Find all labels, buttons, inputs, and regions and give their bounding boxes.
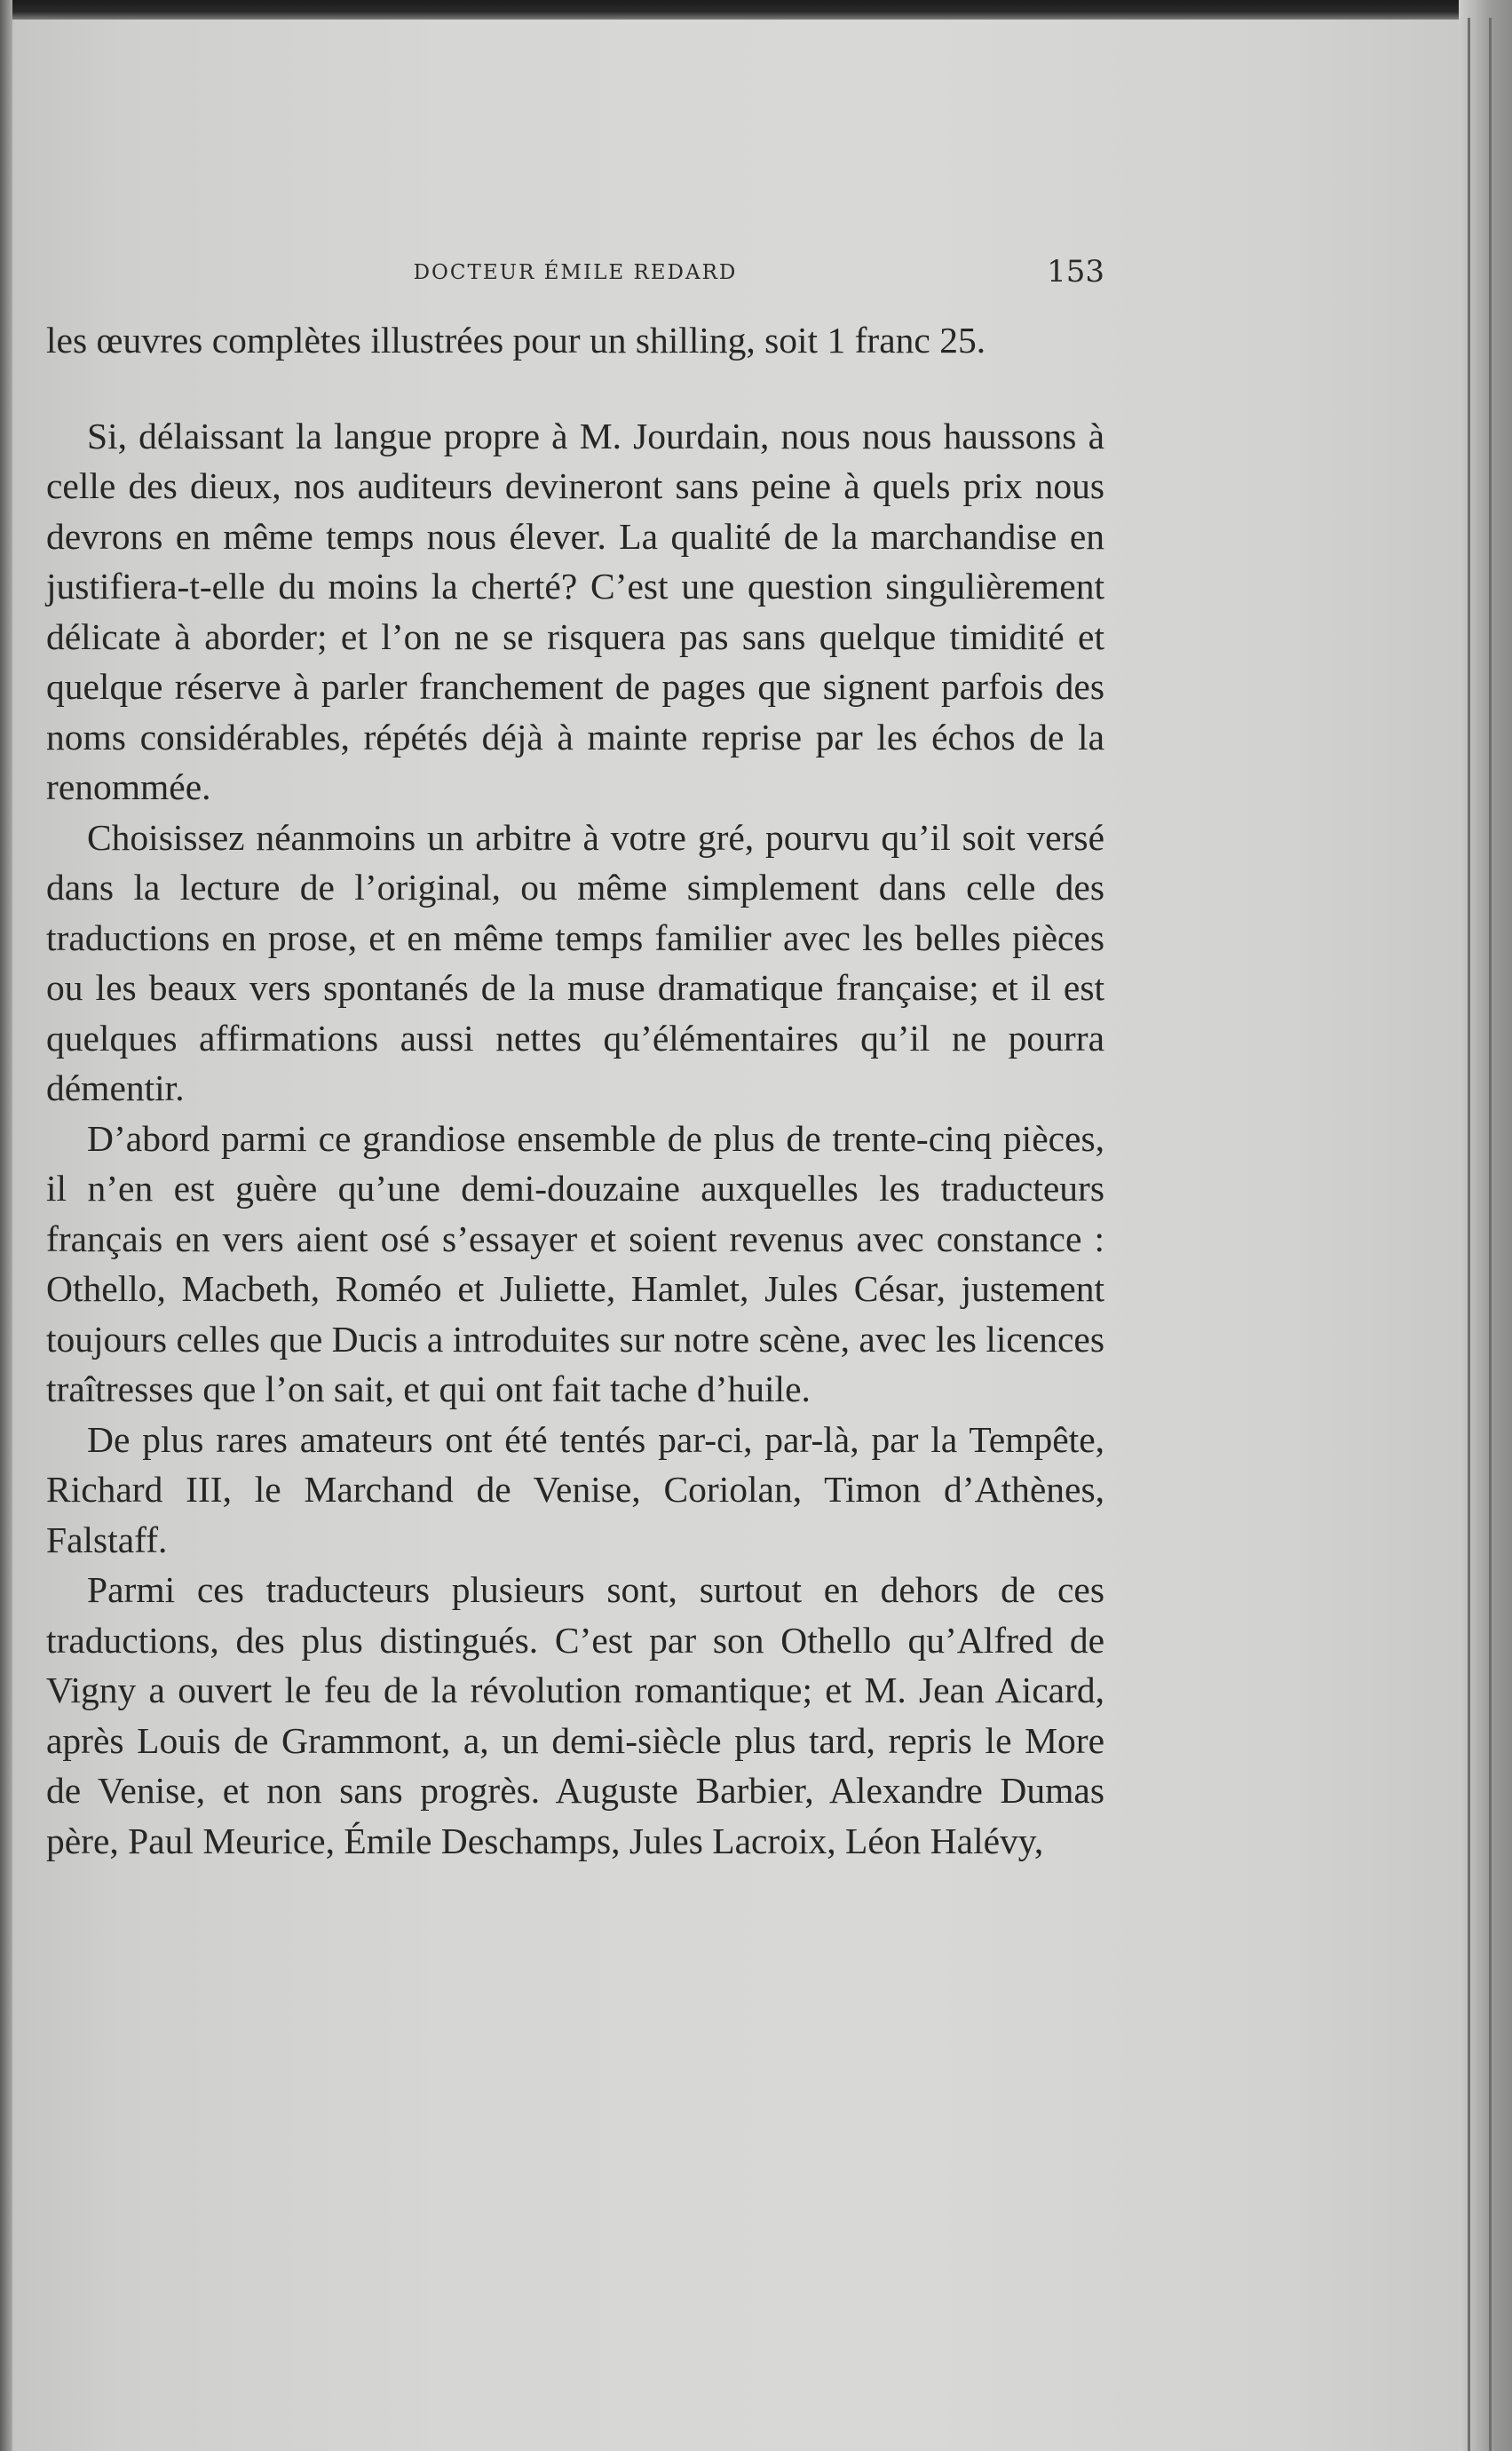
running-head: DOCTEUR ÉMILE REDARD xyxy=(413,261,738,284)
paragraph: les œuvres complètes illustrées pour un shilling, soit 1 franc 25. xyxy=(46,320,986,361)
paragraph: Si, délaissant la langue propre à M. Jourdain, nous nous haussons à celle des dieux, nos auditeurs devineront sans peine à quels prix nous devrons en même temps nous élever. La qualité de la marchandise en justifiera-t-elle du moins la cherté? C’est une question singulièrement délicate à aborder; et l’on ne se risquera pas sans quelque timidité et quelque réserve à parler franchement de pages que signent parfois des noms considérables, répétés déjà à mainte reprise par les échos de la renommée. xyxy=(46,415,1104,807)
scan-top-edge xyxy=(0,0,1512,20)
paragraph: Choisissez néanmoins un arbitre à votre gré, pourvu qu’il soit versé dans la lecture de l’original, ou même simplement dans celle des traductions en prose, et en même temps familier avec les belles pièces ou les beaux vers spontanés de la muse dramatique française; et il est quelques affirmations aussi nettes qu’élémentaires qu’il ne pourra démentir. xyxy=(46,816,1104,1108)
paragraph: De plus rares amateurs ont été tentés par-ci, par-là, par la Tempête, Richard III, le Marchand de Venise, Coriolan, Timon d’Athènes, Falstaff. xyxy=(46,1418,1104,1560)
scan-left-edge xyxy=(0,0,12,2451)
body-text xyxy=(46,315,1104,1866)
page-header xyxy=(46,254,1104,290)
paragraph: Parmi ces traducteurs plusieurs sont, surtout en dehors de ces traductions, des plus distingués. C’est par son Othello qu’Alfred de Vigny a ouvert le feu de la révolution romantique; et M. Jean Aicard, après Louis de Grammont, a, un demi-siècle plus tard, repris le More de Venise, et non sans progrès. Auguste Barbier, Alexandre Dumas père, Paul Meurice, Émile Deschamps, Jules Lacroix, Léon Halévy, xyxy=(46,1569,1104,1861)
book-page-edges xyxy=(1459,0,1512,2451)
page-edge-line xyxy=(1489,18,1492,2451)
page-edge-line xyxy=(1468,18,1470,2451)
paragraph: D’abord parmi ce grandiose ensemble de plus de trente-cinq pièces, il n’en est guère qu’une demi-douzaine auxquelles les traducteurs français en vers aient osé s’essayer et soient revenus avec constance : Othello, Macbeth, Roméo et Juliette, Hamlet, Jules César, justement toujours celles que Ducis a introduites sur notre scène, avec les licences traîtresses que l’on sait, et qui ont fait tache d’huile. xyxy=(46,1117,1104,1409)
page-number: 153 xyxy=(1047,254,1104,290)
